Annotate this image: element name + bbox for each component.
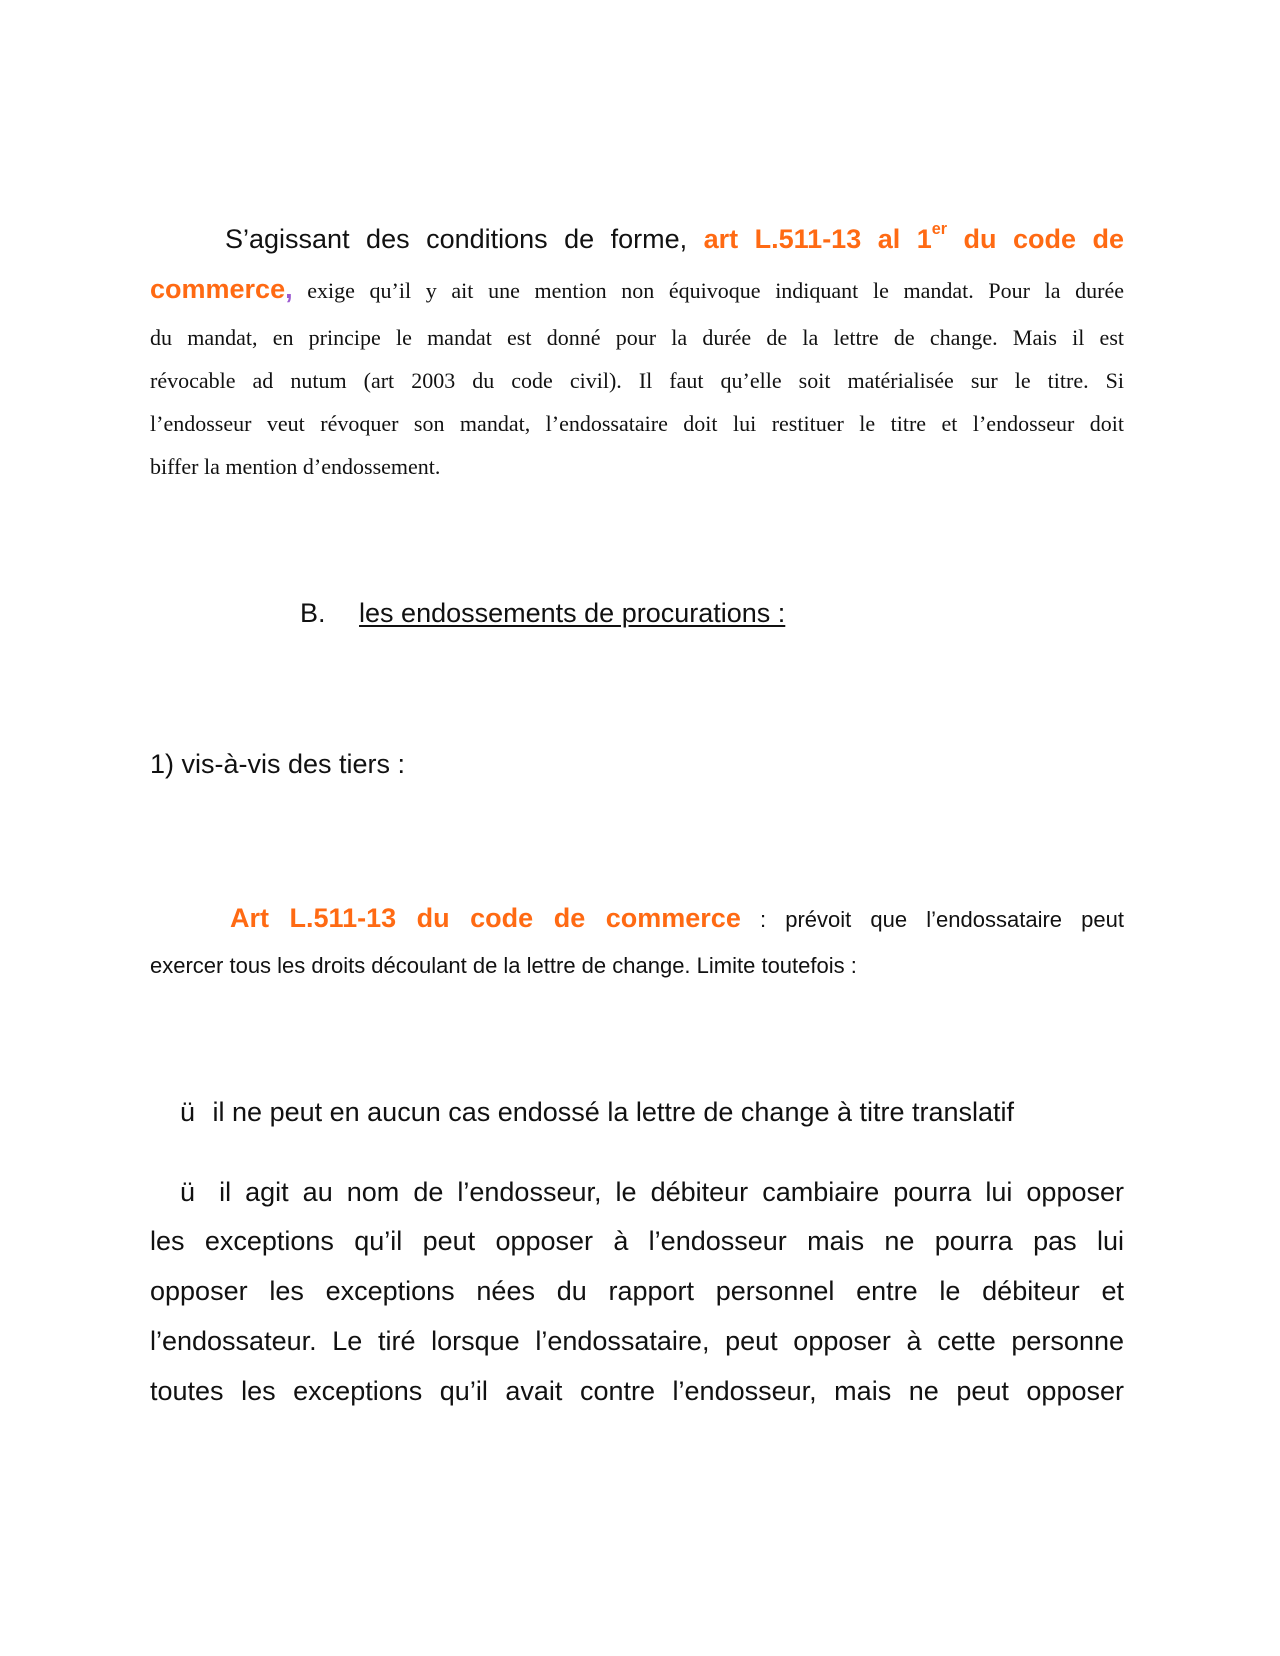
bullet-text: il agit au nom de l’endosseur, le débiteur cambiaire pourra lui opposer [219,1177,1124,1207]
para1-intro: S’agissant des conditions de forme, [225,224,704,254]
article-reference-cont: commerce [150,274,286,304]
para1-text: exige qu’il y ait une mention non équivoque indiquant le mandat. Pour la durée [292,278,1124,303]
section-title: les endossements de procurations : [359,598,786,628]
bullet-item [180,1174,1124,1210]
article-reference: Art L.511-13 du code de commerce [230,903,741,933]
subheading: 1) vis-à-vis des tiers : [150,749,406,779]
section-heading [300,595,785,631]
para2-line2: exercer tous les droits découlant de la lettre de change. Limite toutefois : [150,953,857,978]
para1-line1 [225,219,1124,259]
bullet-item [180,1094,1014,1130]
bullet-text-line: opposer les exceptions nées du rapport personnel entre le débiteur et [150,1276,1124,1306]
section-letter: B. [300,598,326,628]
bullet-text-line: l’endossateur. Le tiré lorsque l’endossataire, peut opposer à cette personne [150,1326,1124,1356]
para1-line5: l’endosseur veut révoquer son mandat, l’endossataire doit lui restituer le titre et l’endosseur doit [150,411,1124,436]
para1-line2: commerce, exige qu’il y ait une mention non équivoque indiquant le mandat. Pour la durée [150,274,1124,304]
para2-line1 [230,900,1124,938]
check-bullet-icon: ü [180,1177,196,1207]
bullet-text-line: toutes les exceptions qu’il avait contre l’endosseur, mais ne peut opposer [150,1376,1124,1406]
para2-text: : prévoit que l’endossataire peut [740,907,1124,932]
check-bullet-icon: ü [180,1097,196,1127]
para1-line3: du mandat, en principe le mandat est donné pour la durée de la lettre de change. Mais il est [150,325,1124,350]
bullet-text-line: les exceptions qu’il peut opposer à l’endosseur mais ne pourra pas lui [150,1226,1124,1256]
para1-line6: biffer la mention d’endossement. [150,454,441,479]
bullet-text: il ne peut en aucun cas endossé la lettre de change à titre translatif [212,1097,1015,1127]
para1-line4: révocable ad nutum (art 2003 du code civil). Il faut qu’elle soit matérialisée sur le titre. Si [150,368,1124,393]
article-reference: art L.511-13 al 1er du code de [703,220,1124,254]
